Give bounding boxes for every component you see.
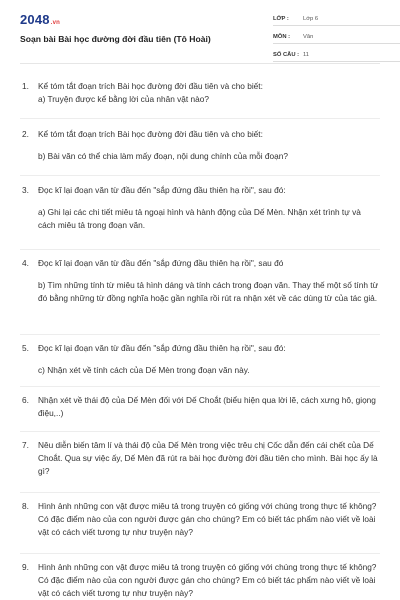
question-number: 9. bbox=[22, 562, 29, 572]
question-divider bbox=[20, 553, 380, 554]
question-item bbox=[20, 184, 380, 232]
meta-value: 11 bbox=[303, 51, 310, 58]
meta-value: Văn bbox=[303, 33, 314, 40]
question-number: 2. bbox=[22, 129, 29, 139]
question-divider bbox=[20, 175, 380, 176]
document-meta bbox=[273, 12, 400, 62]
question-number: 3. bbox=[22, 185, 29, 195]
page-title: Soạn bài Bài học đường đời đầu tiên (Tô Hoài) bbox=[20, 34, 211, 44]
question-item bbox=[20, 342, 380, 377]
question-prompt: Hình ảnh những con vật được miêu tả trong truyện có giống với chúng trong thực tế không? Có đặc điểm nào của con người được gán cho chúng? Em có biết tác phẩm nào viết về loài vật có cách viết tương tự như truyện này? bbox=[38, 562, 377, 598]
question-prompt: Kể tóm tắt đoạn trích Bài học đường đời đầu tiên và cho biết: bbox=[38, 81, 263, 91]
question-number: 7. bbox=[22, 440, 29, 450]
meta-label: MÔN : bbox=[273, 33, 291, 40]
question-prompt: Đọc kĩ lại đoạn văn từ đầu đến "sắp đứng đầu thiên hạ rồi", sau đó bbox=[38, 258, 284, 268]
question-item bbox=[20, 394, 380, 420]
question-divider bbox=[20, 386, 380, 387]
question-divider bbox=[20, 492, 380, 493]
question-item bbox=[20, 128, 380, 163]
question-number: 5. bbox=[22, 343, 29, 353]
question-sub: b) Bài văn có thể chia làm mấy đoạn, nội dung chính của mỗi đoạn? bbox=[38, 151, 288, 161]
question-prompt: Kể tóm tắt đoạn trích Bài học đường đời đầu tiên và cho biết: bbox=[38, 129, 263, 139]
site-logo[interactable]: 2048.vn bbox=[20, 12, 61, 27]
question-number: 6. bbox=[22, 395, 29, 405]
question-item bbox=[20, 80, 380, 106]
meta-row-count bbox=[273, 48, 400, 62]
question-item bbox=[20, 500, 380, 539]
document-header bbox=[20, 0, 380, 64]
meta-row-class bbox=[273, 12, 400, 26]
question-prompt: Đọc kĩ lại đoạn văn từ đầu đến "sắp đứng đầu thiên hạ rồi", sau đó: bbox=[38, 343, 286, 353]
question-sub: c) Nhận xét về tính cách của Dế Mèn trong đoạn văn này. bbox=[38, 365, 250, 375]
question-prompt: Nhận xét về thái độ của Dế Mèn đối với Dế Choắt (biểu hiện qua lời lẽ, cách xưng hô, giọng điệu,..) bbox=[38, 395, 376, 418]
question-item bbox=[20, 439, 380, 478]
question-item bbox=[20, 561, 380, 600]
question-number: 1. bbox=[22, 81, 29, 91]
question-divider bbox=[20, 249, 380, 250]
question-prompt: Nêu diễn biến tâm lí và thái độ của Dế Mèn trong việc trêu chị Cốc dẫn đến cái chết của Dế Choắt. Qua sự việc ấy, Dế Mèn đã rút ra bài học đường đời đầu tiên cho mình. Bài học ấy là gì? bbox=[38, 440, 378, 476]
meta-value: Lớp 6 bbox=[303, 15, 319, 22]
question-number: 8. bbox=[22, 501, 29, 511]
meta-row-subject bbox=[273, 30, 400, 44]
question-prompt: Đọc kĩ lại đoạn văn từ đầu đến "sắp đứng đầu thiên hạ rồi", sau đó: bbox=[38, 185, 286, 195]
question-number: 4. bbox=[22, 258, 29, 268]
question-sub: a) Ghi lại các chi tiết miêu tả ngoại hình và hành động của Dế Mèn. Nhận xét trình tự và cách miêu tả trong đoạn văn. bbox=[38, 207, 361, 230]
question-divider bbox=[20, 334, 380, 335]
question-prompt: Hình ảnh những con vật được miêu tả trong truyện có giống với chúng trong thực tế không? Có đặc điểm nào của con người được gán cho chúng? Em có biết tác phẩm nào viết về loài vật có cách viết tương tự như truyện này? bbox=[38, 501, 377, 537]
question-divider bbox=[20, 118, 380, 119]
question-sub: a) Truyện được kể bằng lời của nhân vật nào? bbox=[38, 94, 209, 104]
meta-label: LỚP : bbox=[273, 15, 289, 22]
meta-label: SỐ CÂU : bbox=[273, 51, 300, 58]
question-sub: b) Tìm những tính từ miêu tả hình dáng và tính cách trong đoạn văn. Thay thế một số tính từ đó bằng những từ đồng nghĩa hoặc gần nghĩa rồi rút ra nhận xét về các dùng từ của tác giả. bbox=[38, 280, 379, 303]
question-item bbox=[20, 257, 380, 305]
question-divider bbox=[20, 431, 380, 432]
